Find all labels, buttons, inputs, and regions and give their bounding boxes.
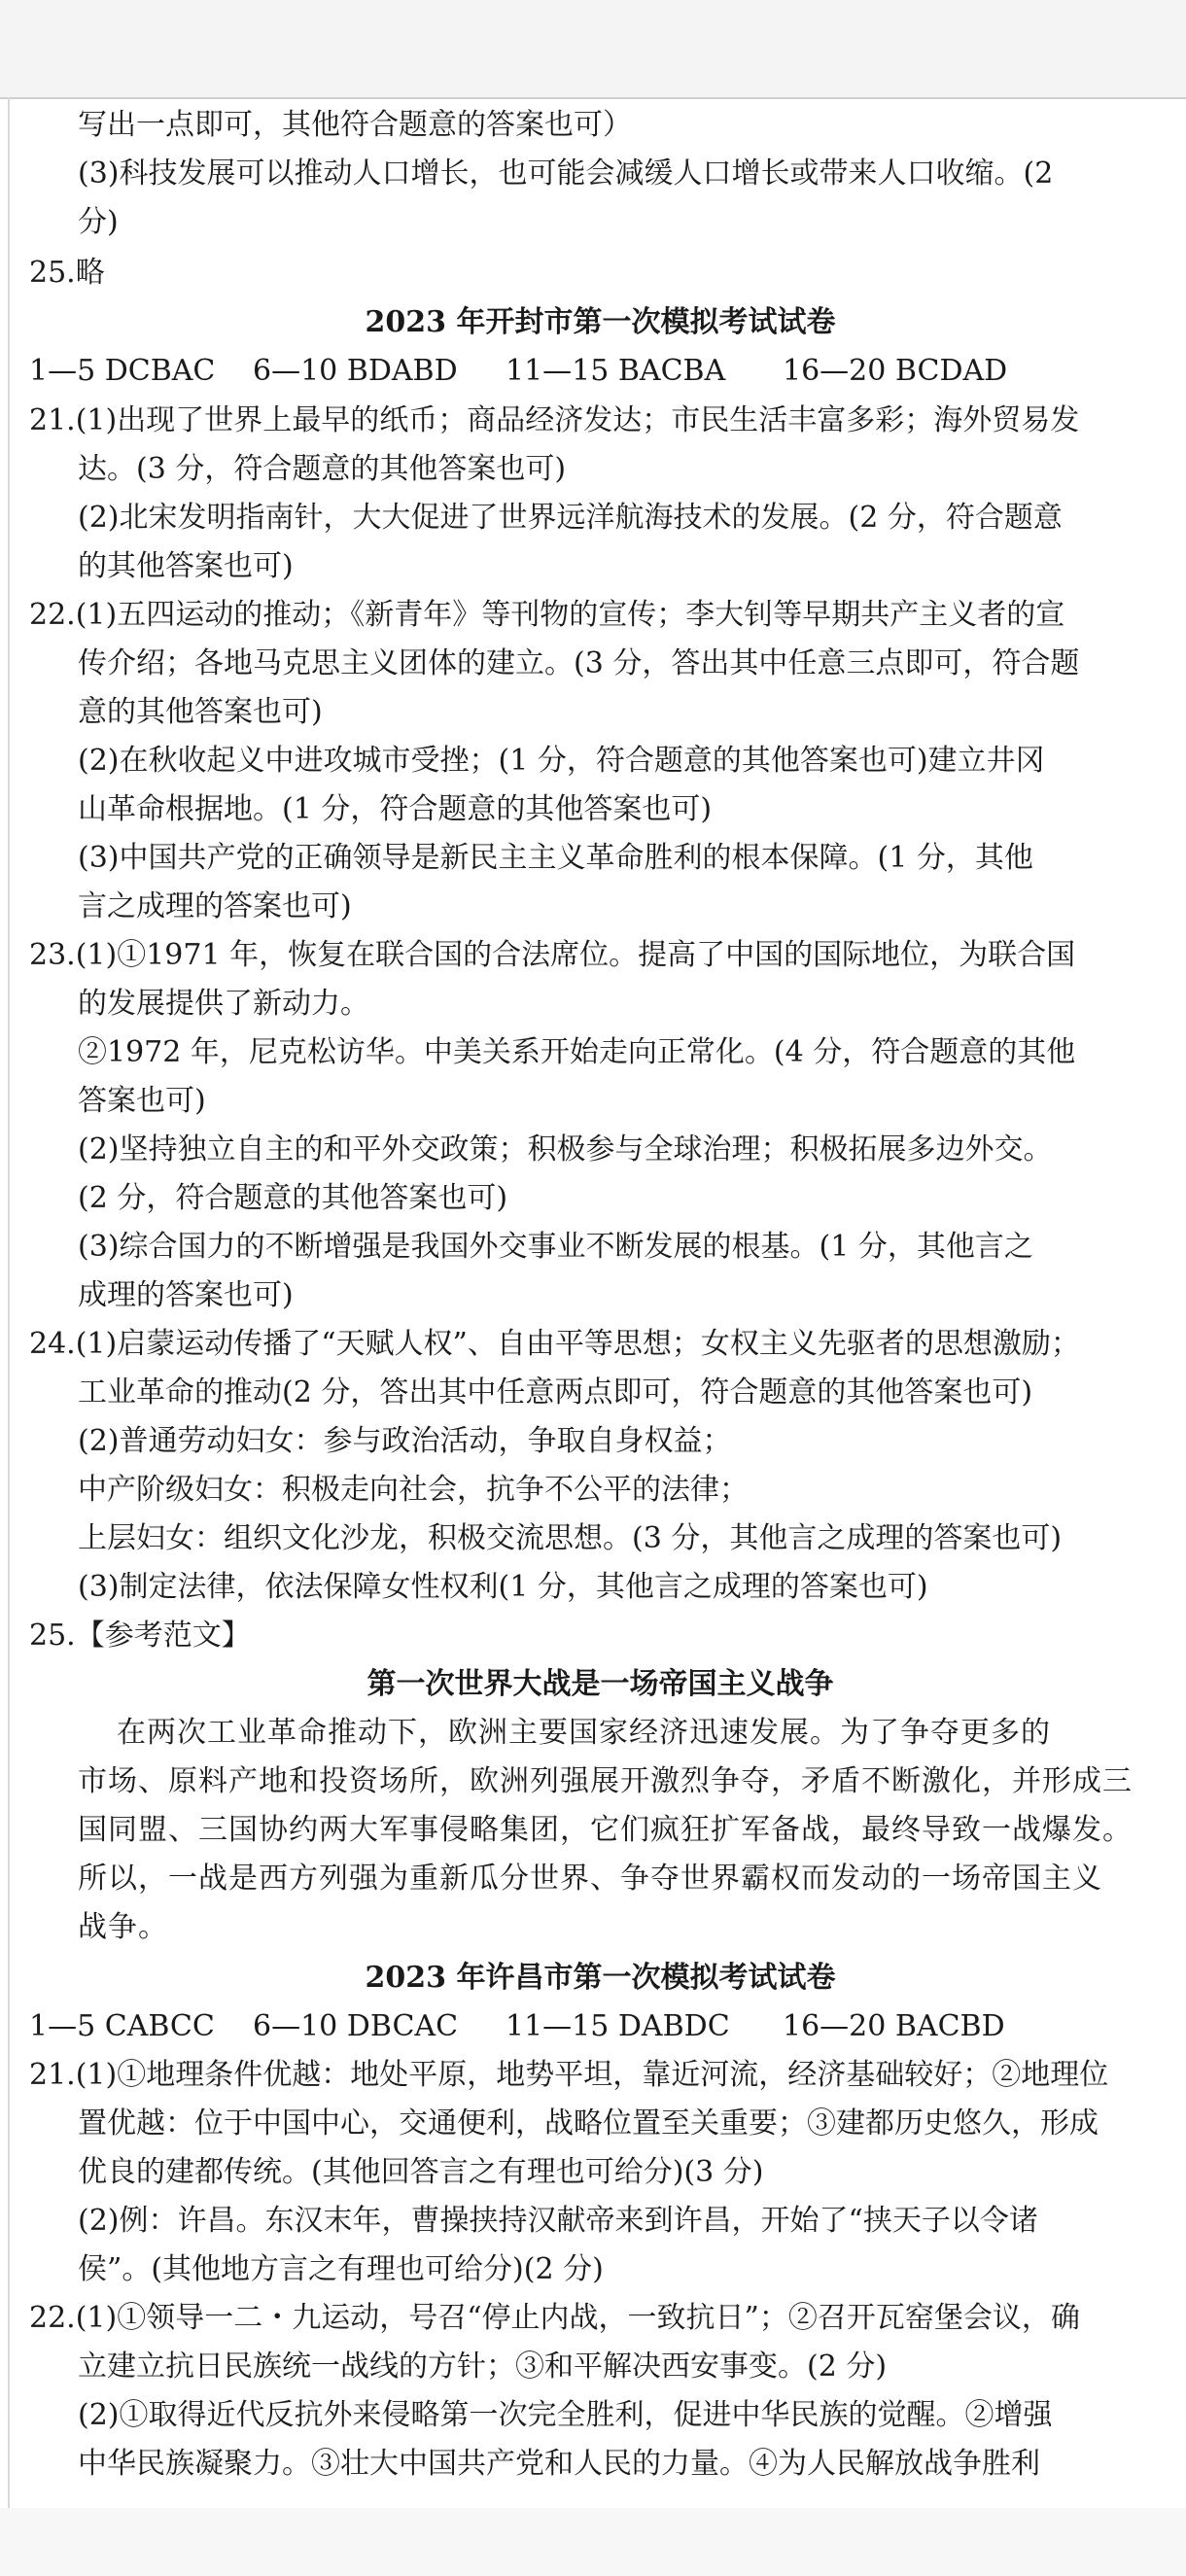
answer-group: 1—5 CABCC: [29, 2009, 215, 2043]
text-line: (2 分，符合题意的其他答案也可): [78, 1181, 508, 1215]
question-21: 21.(1)①地理条件优越：地处平原，地势平坦，靠近河流，经济基础较好；②地理位: [29, 2058, 1109, 2092]
text-line: 侯”。(其他地方言之有理也可给分)(2 分): [78, 2252, 604, 2286]
text-line: 中华民族凝聚力。③壮大中国共产党和人民的力量。④为人民解放战争胜利: [78, 2447, 1040, 2481]
essay-line: 在两次工业革命推动下，欧洲主要国家经济迅速发展。为了争夺更多的: [117, 1716, 1051, 1750]
question-24: 24.(1)启蒙运动传播了“天赋人权”、自由平等思想；女权主义先驱者的思想激励；: [29, 1327, 1080, 1361]
text-line: 分): [78, 205, 119, 239]
answer-group: 6—10 DBCAC: [253, 2009, 459, 2043]
text-line: (2)坚持独立自主的和平外交政策；积极参与全球治理；积极拓展多边外交。: [78, 1132, 1053, 1166]
question-22: 22.(1)五四运动的推动；《新青年》等刊物的宣传；李大钊等早期共产主义者的宣: [29, 598, 1065, 632]
answer-group: 11—15 BACBA: [506, 354, 726, 388]
essay-line: 战争。: [78, 1910, 168, 1944]
question-25: 25.略: [29, 256, 105, 290]
text-line: 置优越：位于中国中心，交通便利，战略位置至关重要；③建都历史悠久，形成: [78, 2106, 1099, 2141]
top-margin: [0, 0, 1186, 97]
essay-line: 所以，一战是西方列强为重新瓜分世界、争夺世界霸权而发动的一场帝国主义: [78, 1862, 1102, 1896]
text-line: 传介绍；各地马克思主义团体的建立。(3 分，答出其中任意三点即可，符合题: [78, 646, 1080, 680]
text-line: 言之成理的答案也可): [78, 889, 352, 923]
text-line: (3)科技发展可以推动人口增长，也可能会减缓人口增长或带来人口收缩。(2: [78, 157, 1054, 191]
section-title-kaifeng: 2023 年开封市第一次模拟考试试卷: [365, 305, 836, 339]
text-line: 写出一点即可，其他符合题意的答案也可）: [78, 108, 632, 142]
question-25-reference: 25.【参考范文】: [29, 1619, 251, 1653]
text-line: (3)综合国力的不断增强是我国外交事业不断发展的根基。(1 分，其他言之: [78, 1230, 1033, 1264]
left-margin-rule: [8, 97, 10, 2508]
section-title-xuchang: 2023 年许昌市第一次模拟考试试卷: [365, 1961, 836, 1995]
text-line: 达。(3 分，符合题意的其他答案也可): [78, 452, 567, 486]
answer-group: 1—5 DCBAC: [29, 354, 216, 388]
top-divider: [0, 97, 1186, 99]
text-line: (2)在秋收起义中进攻城市受挫；(1 分，符合题意的其他答案也可)建立井冈: [78, 744, 1045, 778]
question-22: 22.(1)①领导一二・九运动，号召“停止内战，一致抗日”；②召开瓦窑堡会议，确: [29, 2301, 1080, 2335]
essay-line: 市场、原料产地和投资场所，欧洲列强展开激烈争夺，矛盾不断激化，并形成三: [78, 1764, 1133, 1798]
answer-group: 16—20 BACBD: [783, 2009, 1005, 2043]
text-line: 的其他答案也可): [78, 549, 294, 583]
text-line: 优良的建都传统。(其他回答言之有理也可给分)(3 分): [78, 2155, 764, 2189]
text-line: 上层妇女：组织文化沙龙，积极交流思想。(3 分，其他言之成理的答案也可): [78, 1521, 1063, 1555]
text-line: (2)例：许昌。东汉末年，曹操挟持汉献帝来到许昌，开始了“挟天子以令诸: [78, 2204, 1038, 2238]
choice-answers-kaifeng: [29, 347, 1171, 396]
text-line: (3)制定法律，依法保障女性权利(1 分，其他言之成理的答案也可): [78, 1570, 928, 1604]
text-line: (2)北宋发明指南针，大大促进了世界远洋航海技术的发展。(2 分，符合题意: [78, 501, 1063, 535]
text-line: (2)①取得近代反抗外来侵略第一次完全胜利，促进中华民族的觉醒。②增强: [78, 2398, 1053, 2432]
text-line: 的发展提供了新动力。: [78, 987, 369, 1021]
answer-group: 16—20 BCDAD: [783, 354, 1008, 388]
essay-title: 第一次世界大战是一场帝国主义战争: [366, 1667, 834, 1701]
text-line: (2)普通劳动妇女：参与政治活动，争取自身权益；: [78, 1424, 732, 1458]
answer-group: 6—10 BDABD: [253, 354, 458, 388]
text-line: 工业革命的推动(2 分，答出其中任意两点即可，符合题意的其他答案也可): [78, 1375, 1033, 1410]
choice-answers-xuchang: [29, 2002, 1171, 2051]
essay-line: 国同盟、三国协约两大军事侵略集团，它们疯狂扩军备战，最终导致一战爆发。: [78, 1813, 1133, 1847]
text-line: 成理的答案也可): [78, 1278, 294, 1312]
bottom-margin: [0, 2508, 1186, 2576]
text-line: 答案也可): [78, 1084, 206, 1118]
text-line: (3)中国共产党的正确领导是新民主主义革命胜利的根本保障。(1 分，其他: [78, 841, 1033, 875]
text-line: 中产阶级妇女：积极走向社会，抗争不公平的法律；: [78, 1473, 749, 1507]
question-21: 21.(1)出现了世界上最早的纸币；商品经济发达；市民生活丰富多彩；海外贸易发: [29, 403, 1080, 437]
text-line: ②1972 年，尼克松访华。中美关系开始走向正常化。(4 分，符合题意的其他: [78, 1035, 1076, 1069]
text-line: 立建立抗日民族统一战线的方针；③和平解决西安事变。(2 分): [78, 2350, 888, 2384]
question-23: 23.(1)①1971 年，恢复在联合国的合法席位。提高了中国的国际地位，为联合国: [29, 938, 1076, 972]
text-line: 意的其他答案也可): [78, 695, 323, 729]
answer-group: 11—15 DABDC: [506, 2009, 730, 2043]
text-line: 山革命根据地。(1 分，符合题意的其他答案也可): [78, 792, 713, 826]
